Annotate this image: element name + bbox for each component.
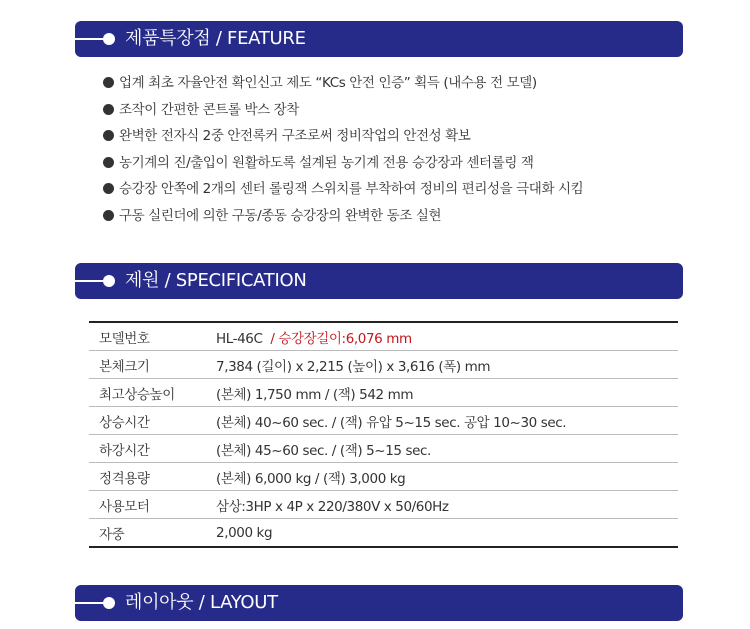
layout-section-title: 레이아웃 / LAYOUT bbox=[125, 592, 278, 613]
spec-section-header bbox=[75, 263, 683, 299]
feature-section-header bbox=[75, 21, 683, 57]
feature-item: 승강장 안쪽에 2개의 센터 롤링잭 스위치를 부착하여 정비의 편리성을 극대화 시킴 bbox=[103, 176, 583, 203]
bullet-icon bbox=[103, 104, 114, 115]
spec-value: 7,384 (길이) x 2,215 (높이) x 3,616 (폭) mm bbox=[216, 351, 678, 379]
header-line-decoration bbox=[75, 280, 105, 282]
spec-value: (본체) 45~60 sec. / (잭) 5~15 sec. bbox=[216, 435, 678, 463]
header-line-decoration bbox=[75, 602, 105, 604]
feature-item: 농기계의 진/출입이 원활하도록 설계된 농기계 전용 승강장과 센터롤링 잭 bbox=[103, 150, 583, 177]
spec-value: 2,000 kg bbox=[216, 524, 273, 541]
feature-section-title: 제품특장점 / FEATURE bbox=[125, 28, 306, 49]
spec-label: 상승시간 bbox=[89, 407, 216, 435]
spec-label: 최고상승높이 bbox=[89, 379, 216, 407]
bullet-icon bbox=[103, 157, 114, 168]
bullet-icon bbox=[103, 77, 114, 88]
spec-label: 하강시간 bbox=[89, 435, 216, 463]
spec-table bbox=[89, 321, 678, 548]
spec-label: 본체크기 bbox=[89, 351, 216, 379]
table-row bbox=[89, 322, 678, 351]
feature-item: 구동 실린더에 의한 구동/종동 승강장의 완벽한 동조 실현 bbox=[103, 203, 583, 230]
layout-section-header bbox=[75, 585, 683, 621]
header-line-decoration bbox=[75, 38, 105, 40]
feature-item: 업계 최초 자율안전 확인신고 제도 “KCs 안전 인증” 획득 (내수용 전 모델) bbox=[103, 70, 583, 97]
table-row bbox=[89, 407, 678, 435]
bullet-icon bbox=[103, 210, 114, 221]
spec-section-title: 제원 / SPECIFICATION bbox=[125, 270, 307, 291]
header-dot-icon bbox=[103, 597, 115, 609]
table-row bbox=[89, 435, 678, 463]
table-row bbox=[89, 463, 678, 491]
feature-list bbox=[103, 70, 583, 230]
spec-label: 정격용량 bbox=[89, 463, 216, 491]
bullet-icon bbox=[103, 130, 114, 141]
header-dot-icon bbox=[103, 33, 115, 45]
spec-label: 자중 bbox=[99, 526, 125, 543]
spec-value: (본체) 6,000 kg / (잭) 3,000 kg bbox=[216, 463, 678, 491]
spec-value: (본체) 1,750 mm / (잭) 542 mm bbox=[216, 379, 678, 407]
spec-value: 삼상:3HP x 4P x 220/380V x 50/60Hz bbox=[216, 491, 678, 519]
feature-item: 완벽한 전자식 2중 안전록커 구조로써 정비작업의 안전성 확보 bbox=[103, 123, 583, 150]
table-row bbox=[89, 491, 678, 519]
table-row bbox=[89, 379, 678, 407]
feature-item: 조작이 간편한 콘트롤 박스 장착 bbox=[103, 97, 583, 124]
spec-value: (본체) 40~60 sec. / (잭) 유압 5~15 sec. 공압 10~30 sec. bbox=[216, 407, 678, 435]
spec-value: HL-46C / 승강장길이:6,076 mm bbox=[216, 322, 678, 351]
bullet-icon bbox=[103, 183, 114, 194]
spec-label: 모델번호 bbox=[89, 322, 216, 351]
header-dot-icon bbox=[103, 275, 115, 287]
spec-note: / 승강장길이:6,076 mm bbox=[270, 330, 412, 347]
spec-label: 사용모터 bbox=[89, 491, 216, 519]
table-row bbox=[89, 351, 678, 379]
table-row bbox=[89, 519, 678, 548]
